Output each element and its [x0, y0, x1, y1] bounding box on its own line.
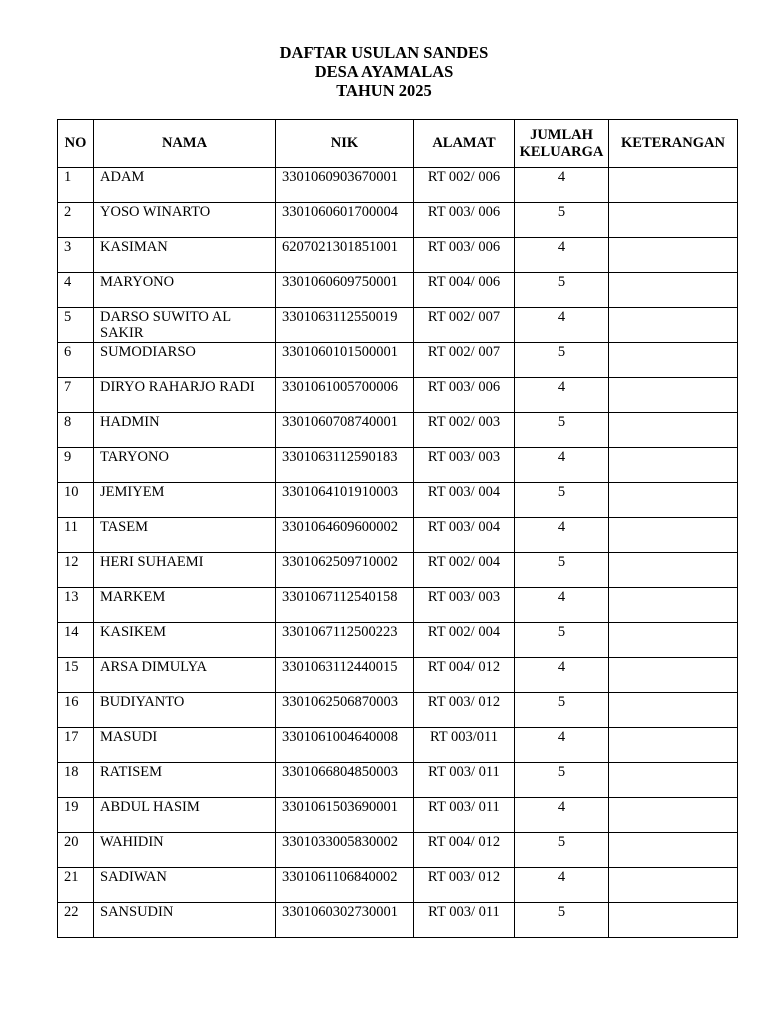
cell-no: 19 [58, 798, 94, 833]
cell-no: 20 [58, 833, 94, 868]
cell-nama: SANSUDIN [94, 903, 276, 938]
cell-nik: 3301061503690001 [276, 798, 414, 833]
cell-nama: ARSA DIMULYA [94, 658, 276, 693]
cell-keterangan [609, 763, 738, 798]
cell-nama: HADMIN [94, 413, 276, 448]
cell-alamat: RT 003/ 006 [414, 203, 515, 238]
table-row [58, 343, 738, 378]
cell-no: 8 [58, 413, 94, 448]
cell-alamat: RT 004/ 012 [414, 833, 515, 868]
header-no: NO [58, 120, 94, 168]
cell-nik: 3301062509710002 [276, 553, 414, 588]
cell-nik: 3301067112500223 [276, 623, 414, 658]
cell-nama: WAHIDIN [94, 833, 276, 868]
cell-keterangan [609, 308, 738, 343]
usulan-table [57, 119, 738, 938]
cell-nama: ADAM [94, 168, 276, 203]
table-row [58, 553, 738, 588]
table-row [58, 728, 738, 763]
table-row [58, 238, 738, 273]
cell-no: 14 [58, 623, 94, 658]
cell-keterangan [609, 658, 738, 693]
cell-keterangan [609, 203, 738, 238]
cell-jumlah-keluarga: 5 [515, 343, 609, 378]
title-line-2: DESA AYAMALAS [314, 62, 454, 81]
cell-nik: 3301064101910003 [276, 483, 414, 518]
cell-jumlah-keluarga: 4 [515, 168, 609, 203]
cell-nama: MARKEM [94, 588, 276, 623]
cell-no: 21 [58, 868, 94, 903]
table-row [58, 448, 738, 483]
cell-nama: BUDIYANTO [94, 693, 276, 728]
header-jumlah-keluarga [515, 120, 609, 168]
cell-jumlah-keluarga: 5 [515, 413, 609, 448]
cell-keterangan [609, 238, 738, 273]
cell-jumlah-keluarga: 4 [515, 728, 609, 763]
cell-nik: 3301061004640008 [276, 728, 414, 763]
header-nama: NAMA [94, 120, 276, 168]
cell-alamat: RT 003/011 [414, 728, 515, 763]
cell-alamat: RT 002/ 003 [414, 413, 515, 448]
cell-nama: SUMODIARSO [94, 343, 276, 378]
table-row [58, 588, 738, 623]
cell-keterangan [609, 413, 738, 448]
cell-nik: 3301060601700004 [276, 203, 414, 238]
cell-keterangan [609, 868, 738, 903]
cell-alamat: RT 003/ 004 [414, 518, 515, 553]
cell-alamat: RT 003/ 003 [414, 448, 515, 483]
cell-nik: 3301033005830002 [276, 833, 414, 868]
cell-alamat: RT 003/ 003 [414, 588, 515, 623]
cell-nik: 3301060101500001 [276, 343, 414, 378]
cell-nik: 6207021301851001 [276, 238, 414, 273]
cell-nik: 3301060903670001 [276, 168, 414, 203]
cell-keterangan [609, 833, 738, 868]
cell-nama: MASUDI [94, 728, 276, 763]
cell-keterangan [609, 168, 738, 203]
cell-no: 6 [58, 343, 94, 378]
cell-keterangan [609, 903, 738, 938]
header-jumlah-line2: KELUARGA [519, 143, 604, 160]
cell-nama: RATISEM [94, 763, 276, 798]
cell-alamat: RT 003/ 011 [414, 903, 515, 938]
cell-alamat: RT 003/ 012 [414, 868, 515, 903]
cell-no: 13 [58, 588, 94, 623]
cell-jumlah-keluarga: 5 [515, 763, 609, 798]
cell-alamat: RT 002/ 004 [414, 623, 515, 658]
cell-alamat: RT 002/ 007 [414, 343, 515, 378]
table-row [58, 378, 738, 413]
cell-nik: 3301067112540158 [276, 588, 414, 623]
cell-nama: KASIKEM [94, 623, 276, 658]
table-row [58, 658, 738, 693]
cell-nik: 3301060609750001 [276, 273, 414, 308]
cell-jumlah-keluarga: 4 [515, 308, 609, 343]
cell-no: 5 [58, 308, 94, 343]
cell-keterangan [609, 483, 738, 518]
cell-jumlah-keluarga: 5 [515, 483, 609, 518]
cell-keterangan [609, 518, 738, 553]
cell-jumlah-keluarga: 5 [515, 203, 609, 238]
cell-jumlah-keluarga: 4 [515, 378, 609, 413]
cell-no: 17 [58, 728, 94, 763]
cell-alamat: RT 004/ 012 [414, 658, 515, 693]
cell-nik: 3301063112590183 [276, 448, 414, 483]
cell-nama: DARSO SUWITO AL SAKIR [94, 308, 276, 343]
cell-no: 10 [58, 483, 94, 518]
cell-keterangan [609, 343, 738, 378]
cell-nama: ABDUL HASIM [94, 798, 276, 833]
cell-no: 7 [58, 378, 94, 413]
cell-alamat: RT 003/ 006 [414, 238, 515, 273]
header-nik: NIK [276, 120, 414, 168]
cell-jumlah-keluarga: 5 [515, 833, 609, 868]
cell-jumlah-keluarga: 5 [515, 553, 609, 588]
table-row [58, 693, 738, 728]
title-line-3: TAHUN 2025 [336, 81, 432, 100]
cell-nama: JEMIYEM [94, 483, 276, 518]
cell-keterangan [609, 553, 738, 588]
cell-no: 12 [58, 553, 94, 588]
cell-nama: TARYONO [94, 448, 276, 483]
cell-jumlah-keluarga: 5 [515, 903, 609, 938]
cell-nama: TASEM [94, 518, 276, 553]
cell-alamat: RT 003/ 004 [414, 483, 515, 518]
cell-nama: MARYONO [94, 273, 276, 308]
header-jumlah-line1: JUMLAH [530, 126, 593, 143]
cell-no: 9 [58, 448, 94, 483]
cell-nik: 3301066804850003 [276, 763, 414, 798]
cell-keterangan [609, 623, 738, 658]
cell-no: 18 [58, 763, 94, 798]
cell-nik: 3301063112440015 [276, 658, 414, 693]
cell-alamat: RT 004/ 006 [414, 273, 515, 308]
title-line-1: DAFTAR USULAN SANDES [279, 43, 489, 62]
cell-nik: 3301062506870003 [276, 693, 414, 728]
cell-jumlah-keluarga: 4 [515, 518, 609, 553]
cell-jumlah-keluarga: 4 [515, 868, 609, 903]
cell-nama: YOSO WINARTO [94, 203, 276, 238]
header-alamat: ALAMAT [414, 120, 515, 168]
cell-keterangan [609, 693, 738, 728]
cell-no: 16 [58, 693, 94, 728]
cell-alamat: RT 003/ 011 [414, 798, 515, 833]
document-title [0, 43, 768, 100]
cell-jumlah-keluarga: 5 [515, 273, 609, 308]
cell-nik: 3301064609600002 [276, 518, 414, 553]
cell-alamat: RT 002/ 007 [414, 308, 515, 343]
cell-nik: 3301060302730001 [276, 903, 414, 938]
cell-jumlah-keluarga: 4 [515, 798, 609, 833]
table-row [58, 833, 738, 868]
table-row [58, 308, 738, 343]
cell-no: 1 [58, 168, 94, 203]
table-row [58, 168, 738, 203]
cell-alamat: RT 003/ 011 [414, 763, 515, 798]
cell-nik: 3301061106840002 [276, 868, 414, 903]
cell-jumlah-keluarga: 4 [515, 658, 609, 693]
cell-nama: KASIMAN [94, 238, 276, 273]
cell-no: 3 [58, 238, 94, 273]
table-row [58, 798, 738, 833]
table-row [58, 483, 738, 518]
cell-alamat: RT 003/ 012 [414, 693, 515, 728]
cell-nama: HERI SUHAEMI [94, 553, 276, 588]
cell-alamat: RT 002/ 006 [414, 168, 515, 203]
cell-nik: 3301060708740001 [276, 413, 414, 448]
cell-keterangan [609, 728, 738, 763]
table-header-row [58, 120, 738, 168]
cell-keterangan [609, 588, 738, 623]
cell-nik: 3301061005700006 [276, 378, 414, 413]
table-row [58, 413, 738, 448]
cell-alamat: RT 002/ 004 [414, 553, 515, 588]
cell-keterangan [609, 273, 738, 308]
table-body [58, 168, 738, 938]
cell-keterangan [609, 378, 738, 413]
cell-nama: DIRYO RAHARJO RADI [94, 378, 276, 413]
cell-no: 11 [58, 518, 94, 553]
table-row [58, 273, 738, 308]
cell-no: 22 [58, 903, 94, 938]
table-row [58, 868, 738, 903]
cell-keterangan [609, 448, 738, 483]
cell-jumlah-keluarga: 5 [515, 623, 609, 658]
table-row [58, 763, 738, 798]
cell-alamat: RT 003/ 006 [414, 378, 515, 413]
table-row [58, 203, 738, 238]
cell-no: 15 [58, 658, 94, 693]
table-row [58, 903, 738, 938]
cell-no: 4 [58, 273, 94, 308]
cell-nik: 3301063112550019 [276, 308, 414, 343]
cell-jumlah-keluarga: 4 [515, 588, 609, 623]
cell-jumlah-keluarga: 4 [515, 448, 609, 483]
table-row [58, 518, 738, 553]
cell-jumlah-keluarga: 5 [515, 693, 609, 728]
cell-jumlah-keluarga: 4 [515, 238, 609, 273]
header-keterangan: KETERANGAN [609, 120, 738, 168]
table-row [58, 623, 738, 658]
cell-no: 2 [58, 203, 94, 238]
cell-nama: SADIWAN [94, 868, 276, 903]
cell-keterangan [609, 798, 738, 833]
